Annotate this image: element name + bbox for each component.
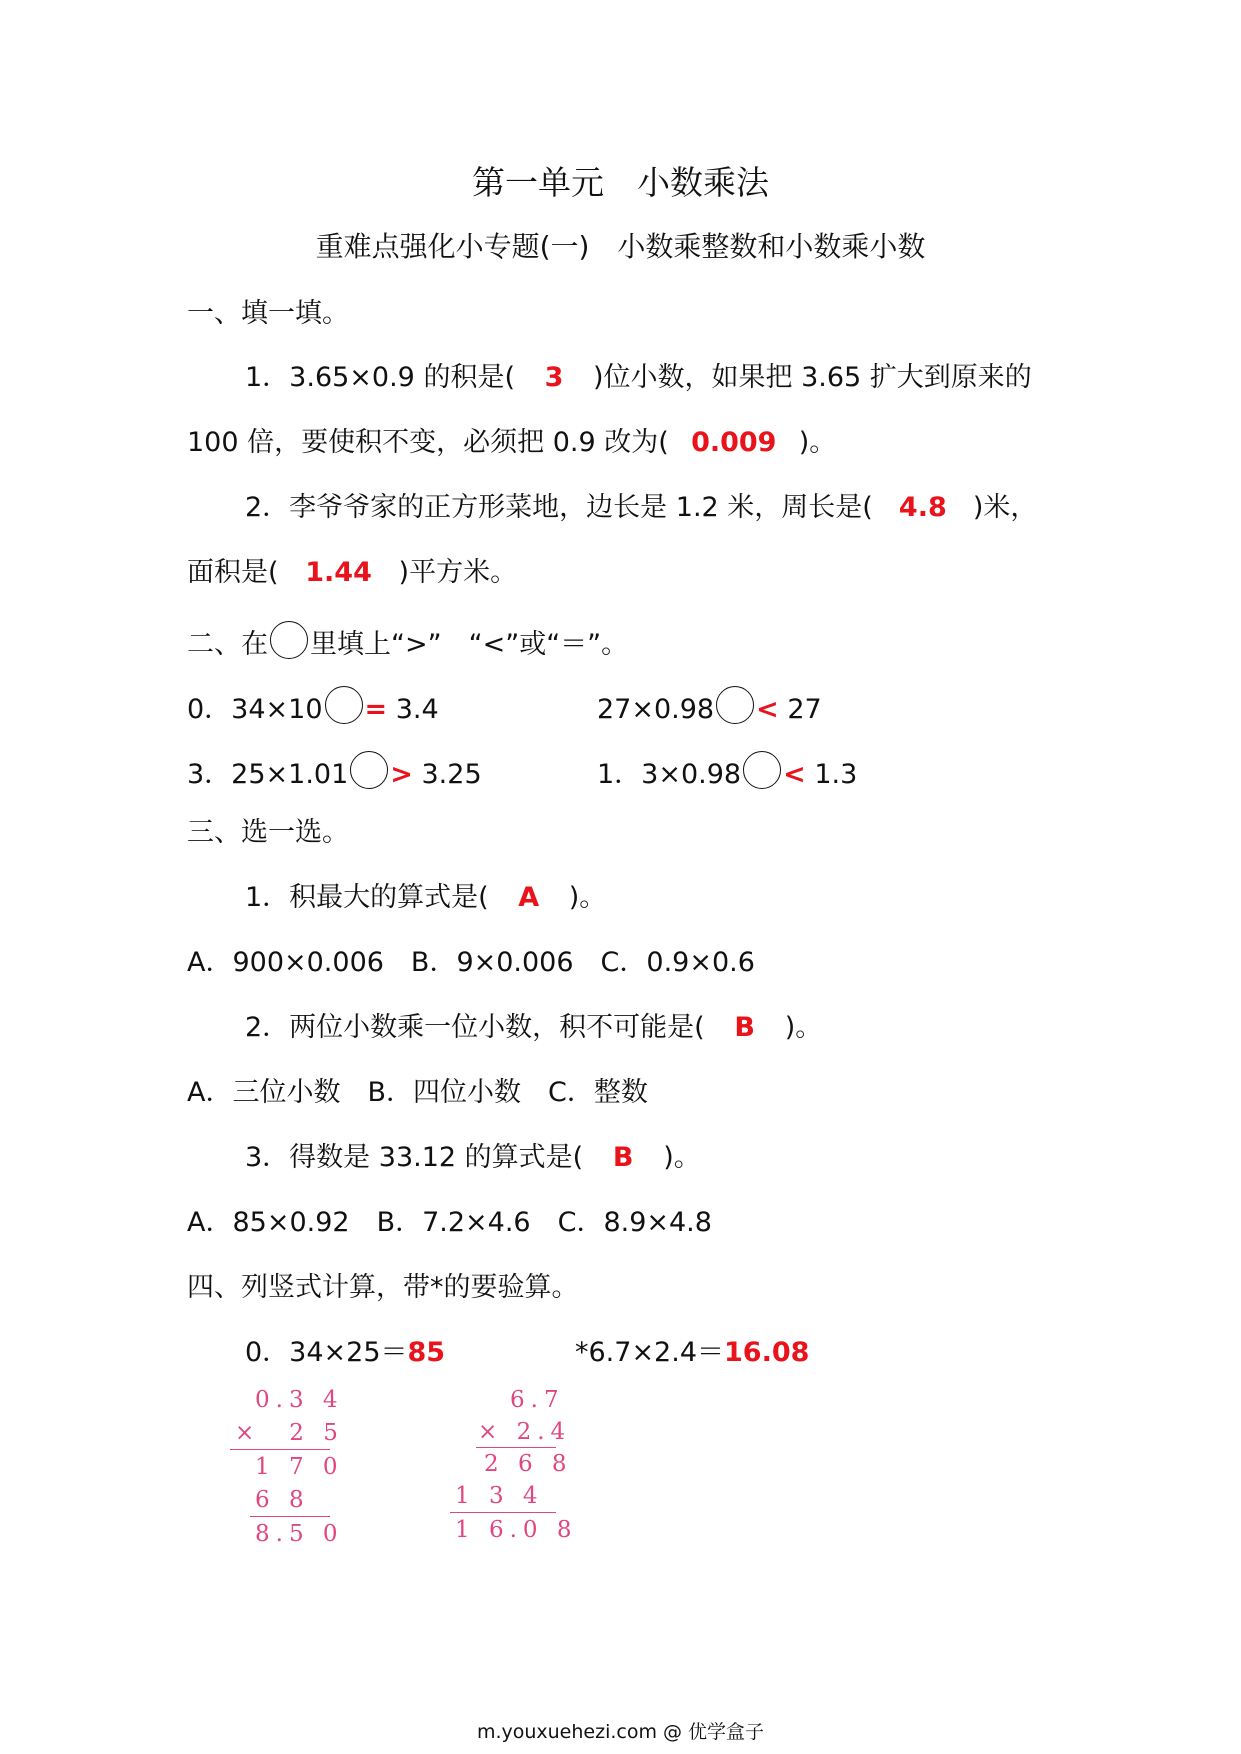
options-3-1: A．900×0.006 B．9×0.006 C．0.9×0.6 [187,947,755,978]
work-2-line-2: × 2.4 [478,1419,572,1445]
compare-item-1: 0．34×10 = 3.4 [187,686,439,728]
page-title: 第一单元 小数乘法 [472,163,769,202]
section-4-heading: 四、列竖式计算，带*的要验算。 [187,1272,579,1303]
work-2-line-1: 6.7 [510,1387,565,1413]
question-1-1-line-2: 100 倍，要使积不变，必须把 0.9 改为( 0.009 )。 [187,425,836,461]
footer-source: m.youxuehezi.com @ 优学盒子 [476,1721,765,1743]
work-2-line-5: 1 6.0 8 [455,1517,578,1543]
question-3-2: 2．两位小数乘一位小数，积不可能是( B )。 [245,1010,822,1046]
question-1-2-line-2: 面积是( 1.44 )平方米。 [187,555,517,591]
compare-answer-4: < [783,759,806,790]
work-1-line-2: × 2 5 [235,1420,344,1446]
compare-item-4: 1．3×0.98 < 1.3 [597,751,857,793]
work-1-line-1: 0.3 4 [255,1387,344,1413]
compare-answer-1: = [364,694,388,725]
page-subtitle: 重难点强化小专题(一) 小数乘整数和小数乘小数 [315,230,926,263]
compare-item-2: 27×0.98 < 27 [597,686,822,728]
answer-1-2-a: 4.8 [898,492,947,523]
options-3-2: A．三位小数 B．四位小数 C．整数 [187,1077,648,1108]
question-3-3: 3．得数是 33.12 的算式是( B )。 [245,1140,701,1176]
answer-4-2: 16.08 [724,1337,810,1368]
circle-blank-icon [743,751,781,789]
answer-1-2-b: 1.44 [305,557,372,588]
question-3-1: 1．积最大的算式是( A )。 [245,880,606,916]
work-2-rule-2 [450,1512,556,1513]
answer-4-1: 85 [407,1337,446,1368]
work-2-rule-1 [476,1447,556,1448]
answer-3-3: B [612,1142,634,1173]
question-1-1-line-1: 1．3.65×0.9 的积是( 3 )位小数，如果把 3.65 扩大到原来的 [245,360,1032,396]
compare-item-3: 3．25×1.01 > 3.25 [187,751,482,793]
options-3-3: A．85×0.92 B．7.2×4.6 C．8.9×4.8 [187,1207,712,1238]
circle-blank-icon [325,686,363,724]
section-3-heading: 三、选一选。 [187,817,349,848]
work-1-line-3: 1 7 0 [255,1454,344,1480]
work-2-line-3: 2 6 8 [484,1451,573,1477]
circle-blank-icon [270,621,308,659]
compare-answer-2: < [756,694,779,725]
answer-3-1: A [518,882,540,913]
answer-1-1-b: 0.009 [691,427,777,458]
circle-blank-icon [350,751,388,789]
circle-blank-icon [716,686,754,724]
answer-3-2: B [734,1012,756,1043]
work-1-rule-1 [230,1449,330,1450]
work-1-rule-2 [250,1516,330,1517]
section-2-heading: 二、在 里填上“>” “<”或“＝”。 [187,621,628,663]
work-1-line-5: 8.5 0 [255,1521,344,1547]
answer-1-1-a: 3 [544,362,564,393]
work-1-line-4: 6 8 [255,1487,310,1513]
work-2-line-4: 1 3 4 [455,1483,544,1509]
problem-4-1: 0．34×25＝85 [245,1335,445,1371]
compare-answer-3: > [390,759,413,790]
problem-4-2: *6.7×2.4＝16.08 [575,1335,809,1371]
section-1-heading: 一、填一填。 [187,298,349,329]
question-1-2-line-1: 2．李爷爷家的正方形菜地，边长是 1.2 米，周长是( 4.8 )米， [245,490,1037,526]
